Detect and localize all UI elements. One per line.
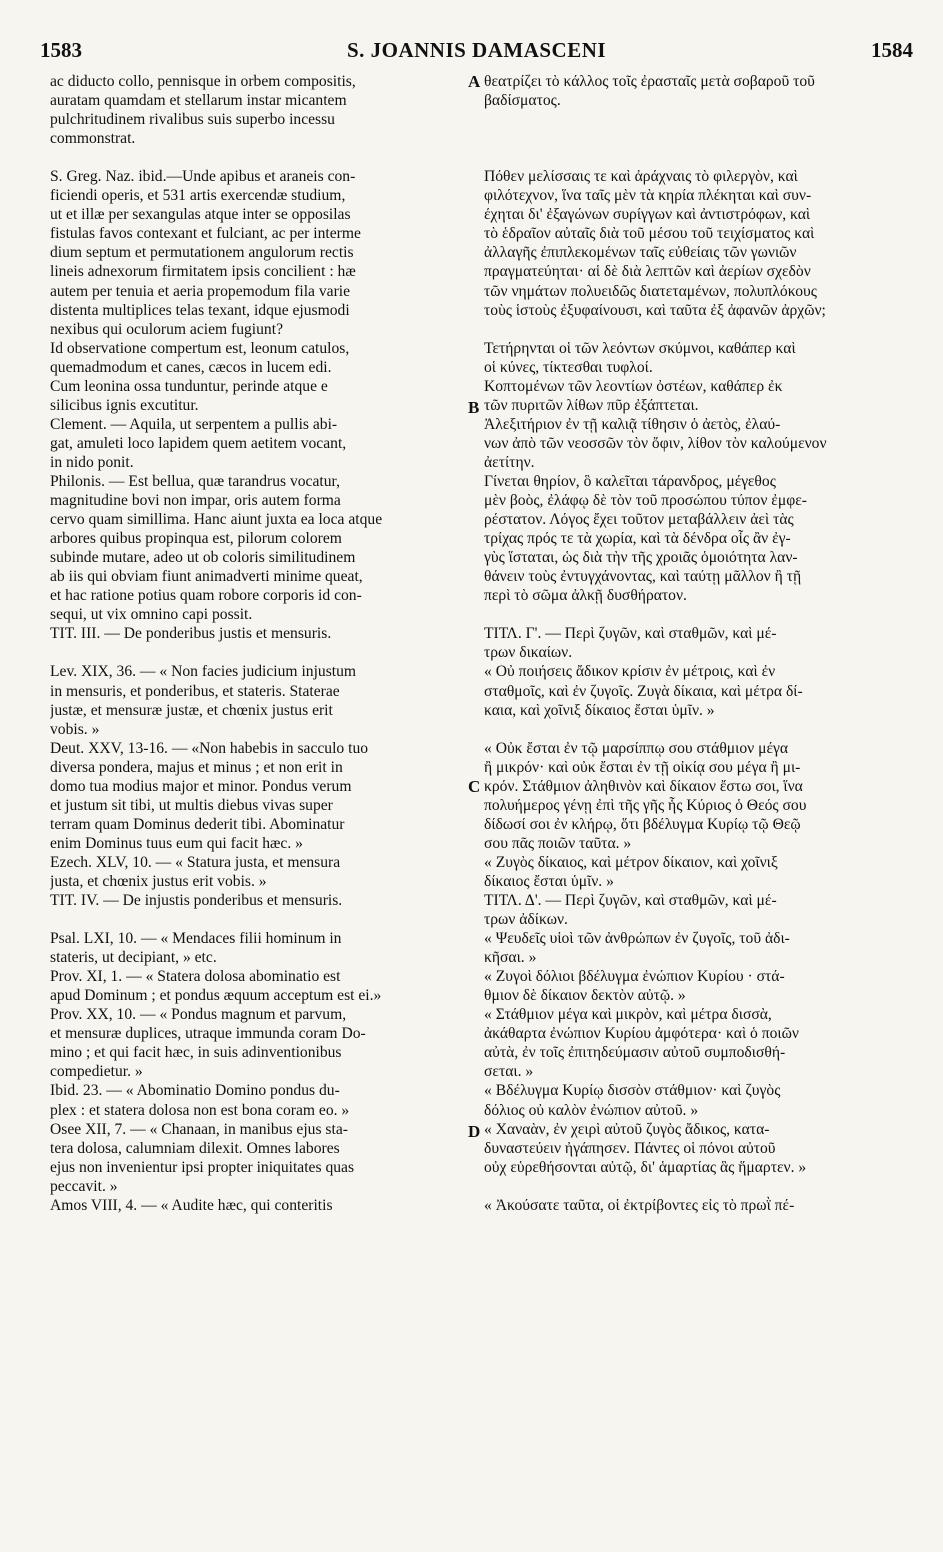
latin-text-line: diversa pondera, majus et minus ; et non erit in bbox=[50, 758, 343, 776]
latin-text-line: in mensuris, et ponderibus, et stateris. Staterae bbox=[50, 682, 340, 700]
greek-text-line bbox=[484, 148, 902, 167]
greek-text-line: Κοπτομένων τῶν λεοντίων ὀστέων, καθάπερ ἐκ bbox=[484, 377, 783, 395]
greek-text-line: « Χαναὰν, ἐν χειρὶ αὐτοῦ ζυγὸς ἄδικος, κατα- bbox=[484, 1120, 770, 1138]
greek-text-line: « Βδέλυγμα Κυρίῳ δισσὸν στάθμιον· καὶ ζυγὸς bbox=[484, 1082, 781, 1100]
running-title: S. JOANNIS DAMASCENI bbox=[346, 38, 607, 62]
greek-text-line bbox=[484, 1177, 902, 1196]
greek-text-line: ρέστατον. Λόγος ἔχει τοῦτον μεταβάλλειν ἀεὶ τὰς bbox=[484, 511, 794, 529]
latin-text-line: enim Dominus tuus eum qui facit hæc. » bbox=[50, 834, 303, 852]
page-number-right: 1584 bbox=[871, 38, 913, 62]
greek-text-line: σταθμοῖς, καὶ ἐν ζυγοῖς. Ζυγὰ δίκαια, καὶ μέτρα δί- bbox=[484, 682, 803, 700]
greek-text-line: σεται. » bbox=[484, 1063, 534, 1081]
latin-text-line: Id observatione compertum est, leonum catulos, bbox=[50, 339, 350, 357]
latin-text-line: Psal. LXI, 10. — « Mendaces filii hominum in bbox=[50, 930, 342, 948]
latin-text-line: gat, amuleti loco lapidem quem aetitem vocant, bbox=[50, 434, 347, 452]
greek-text-line: τρων ἀδίκων. bbox=[484, 911, 568, 929]
latin-text-line: TIT. III. — De ponderibus justis et mensuris. bbox=[50, 625, 332, 643]
latin-text-line: justæ, et mensuræ justæ, et chœnix justus erit bbox=[50, 701, 333, 719]
greek-text-line bbox=[484, 720, 902, 739]
greek-text-line: ἀκάθαρτα ἐνώπιον Κυρίου ἀμφότερα· καὶ ὁ ποιῶν bbox=[484, 1025, 799, 1043]
greek-text-line: περὶ τὸ σῶμα ἀλκῇ δυσθήρατον. bbox=[484, 587, 687, 605]
latin-text-line: sequi, ut vix omnino capi possit. bbox=[50, 606, 253, 624]
latin-text-line: nexibus qui oculorum aciem fugiunt? bbox=[50, 320, 283, 338]
greek-text-line: δόλιος οὐ καλὸν ἐνώπιον αὐτοῦ. » bbox=[484, 1101, 699, 1119]
latin-text-line: et mensuræ duplices, utraque immunda coram Do- bbox=[50, 1025, 366, 1043]
greek-text-line: ἀλλαγῆς ἐπιπλεκομένων ταῖς εὐθείαις τῶν γωνιῶν bbox=[484, 244, 797, 262]
latin-text-line: compedietur. » bbox=[50, 1063, 143, 1081]
greek-text-line: τὸ ἑδραῖον αὐταῖς διὰ τοῦ μέσου τοῦ τειχίσματος καὶ bbox=[484, 225, 815, 243]
greek-text-line bbox=[484, 110, 902, 129]
section-marker-b: B bbox=[468, 398, 480, 417]
greek-text-line: πολυήμερος γένῃ ἐπὶ τῆς γῆς ἧς Κύριος ὁ Θεός σου bbox=[484, 796, 807, 814]
section-marker-d: D bbox=[468, 1122, 481, 1141]
latin-text-line: dium septum et permutationem angulorum rectis bbox=[50, 244, 354, 262]
greek-text-line: οἱ κύνες, τίκτεσθαι τυφλοί. bbox=[484, 358, 653, 376]
greek-text-line: αὐτὰ, ἐν τοῖς ἐπιτηδεύμασιν αὐτοῦ συμποδισθή- bbox=[484, 1044, 786, 1062]
greek-text-line: τρων δικαίων. bbox=[484, 644, 573, 662]
greek-text-line: ἢ μικρόν· καὶ οὐκ ἔσται ἐν τῇ οἰκίᾳ σου μέγα ἢ μι- bbox=[484, 758, 801, 776]
greek-text-line: Γίνεται θηρίον, ὃ καλεῖται τάρανδρος, μέγεθος bbox=[484, 472, 776, 490]
latin-text-line: Ezech. XLV, 10. — « Statura justa, et mensura bbox=[50, 853, 341, 871]
latin-text-line: lineis adnexorum firmitatem ipsis concilient : hæ bbox=[50, 263, 356, 281]
latin-text-line: silicibus ignis excutitur. bbox=[50, 396, 199, 414]
latin-text-line: Ibid. 23. — « Abominatio Domino pondus du- bbox=[50, 1082, 340, 1100]
greek-text-line: γὺς ἵσταται, ὡς διὰ τὴν τῆς χροιᾶς ὁμοιότητα λαν- bbox=[484, 549, 798, 567]
latin-text-line bbox=[50, 643, 468, 662]
latin-text-line bbox=[50, 910, 468, 929]
latin-text-line: Amos VIII, 4. — « Audite hæc, qui conteritis bbox=[50, 1196, 333, 1214]
greek-text-line: φιλότεχνον, ἵνα ταῖς μὲν τὰ κηρία πλέκηται καὶ συν- bbox=[484, 187, 812, 205]
greek-text-line: πραγματεύηται· αἱ δὲ διὰ λεπτῶν καὶ ἀερίων σχεδὸν bbox=[484, 263, 811, 281]
latin-text-line: justa, et chœnix justus erit vobis. » bbox=[50, 872, 267, 890]
latin-text-line: Philonis. — Est bellua, quæ tarandrus vocatur, bbox=[50, 472, 340, 490]
latin-text-line: ac diducto collo, pennisque in orbem compositis, bbox=[50, 73, 356, 90]
greek-text-line: οὐχ εὑρεθήσονται αὐτῷ, δι' ἁμαρτίας ἃς ἥμαρτεν. » bbox=[484, 1158, 807, 1176]
greek-text-line: θεατρίζει τὸ κάλλος τοῖς ἐρασταῖς μετὰ σοβαροῦ τοῦ bbox=[484, 73, 815, 90]
running-header bbox=[40, 38, 913, 68]
greek-text-line bbox=[484, 129, 902, 148]
greek-text-line: « Οὐκ ἔσται ἐν τῷ μαρσίππῳ σου στάθμιον μέγα bbox=[484, 739, 789, 757]
latin-text-line: cervo quam simillima. Hanc aiunt juxta ea loca atque bbox=[50, 511, 383, 529]
latin-text-line: Prov. XI, 1. — « Statera dolosa abominatio est bbox=[50, 968, 341, 986]
greek-text-line: τρίχας πρός τε τὰ χωρία, καὶ τὰ δένδρα οἷς ἂν ἐγ- bbox=[484, 530, 791, 548]
greek-text-line: « Ἀκούσατε ταῦτα, οἱ ἐκτρίβοντες εἰς τὸ πρωῒ πέ- bbox=[484, 1196, 795, 1214]
greek-column bbox=[484, 72, 902, 1215]
greek-text-line bbox=[484, 320, 902, 339]
latin-text-line: in nido ponit. bbox=[50, 453, 134, 471]
section-marker-a: A bbox=[468, 72, 481, 91]
latin-text-line: Prov. XX, 10. — « Pondus magnum et parvum, bbox=[50, 1006, 347, 1024]
latin-text-line: et justum sit tibi, ut multis diebus vivas super bbox=[50, 796, 333, 814]
greek-text-line: νων ἀπὸ τῶν νεοσσῶν τὸν ὄφιν, λίθον τὸν καλούμενον bbox=[484, 434, 827, 452]
page-number-left: 1583 bbox=[40, 38, 82, 62]
latin-column bbox=[50, 72, 468, 1215]
latin-text-line: tera dolosa, calumniam dilexit. Omnes labores bbox=[50, 1139, 340, 1157]
latin-text-line: Deut. XXV, 13-16. — «Non habebis in sacculo tuo bbox=[50, 739, 369, 757]
latin-text-line: distenta multiplices telas texant, idque ejusmodi bbox=[50, 301, 350, 319]
greek-text-line: Τετήρηνται οἱ τῶν λεόντων σκύμνοι, καθάπερ καὶ bbox=[484, 339, 796, 357]
greek-text-line: ΤΙΤΛ. Δ'. — Περὶ ζυγῶν, καὶ σταθμῶν, καὶ μέ- bbox=[484, 892, 777, 910]
greek-text-line: κρόν. Στάθμιον ἀληθινὸν καὶ δίκαιον ἔστω σοι, ἵνα bbox=[484, 777, 803, 795]
greek-text-line: θμιον δὲ δίκαιον δεκτὸν αὐτῷ. » bbox=[484, 987, 686, 1005]
greek-text-line: μὲν βοὸς, ἐλάφῳ δὲ τὸν τοῦ προσώπου τύπον ἐμφε- bbox=[484, 492, 807, 510]
latin-text-line: Clement. — Aquila, ut serpentem a pullis abi- bbox=[50, 415, 338, 433]
latin-text-line: S. Greg. Naz. ibid.—Unde apibus et araneis con- bbox=[50, 168, 356, 186]
latin-text-line: magnitudine bovi non impar, oris autem forma bbox=[50, 492, 341, 510]
latin-text-line: arbores quibus propinqua est, pilorum colorem bbox=[50, 530, 342, 548]
greek-text-line: « Ζυγὸς δίκαιος, καὶ μέτρον δίκαιον, καὶ χοῖνιξ bbox=[484, 853, 778, 871]
greek-text-line: σου πᾶς ποιῶν ταῦτα. » bbox=[484, 834, 632, 852]
latin-text-line: mino ; et qui facit hæc, in suis adinventionibus bbox=[50, 1044, 342, 1062]
greek-text-line: καια, καὶ χοῖνιξ δίκαιος ἔσται ὑμῖν. » bbox=[484, 701, 715, 719]
latin-text-line: domo tua modius major et minor. Pondus verum bbox=[50, 777, 352, 795]
latin-text-line: ut et illæ per sexangulas atque inter se opposilas bbox=[50, 206, 351, 224]
greek-text-line: ΤΙΤΛ. Γ'. — Περὶ ζυγῶν, καὶ σταθμῶν, καὶ μέ- bbox=[484, 625, 777, 643]
greek-text-line: τῶν πυριτῶν λίθων πῦρ ἐξάπτεται. bbox=[484, 396, 699, 414]
latin-text-line: Lev. XIX, 36. — « Non facies judicium injustum bbox=[50, 663, 357, 681]
greek-text-line: κῆσαι. » bbox=[484, 949, 537, 967]
greek-text-line: Ἀλεξιτήριον ἐν τῇ καλιᾷ τίθησιν ὁ ἀετὸς, ἐλαύ- bbox=[484, 415, 781, 433]
greek-text-line: θάνειν τοὺς ἐντυγχάνοντας, καὶ ταύτῃ μᾶλλον ἢ τῇ bbox=[484, 568, 802, 586]
greek-text-line: ἀετίτην. bbox=[484, 453, 535, 471]
greek-text-line: « Ζυγοὶ δόλιοι βδέλυγμα ἐνώπιον Κυρίου · στά- bbox=[484, 968, 785, 986]
greek-text-line: τῶν νημάτων πολυειδῶς διατεταμένων, πολυπλόκους bbox=[484, 282, 817, 300]
greek-text-line: δυναστεύειν ἠγάπησεν. Πάντες οἱ πόνοι αὐτοῦ bbox=[484, 1139, 776, 1157]
greek-text-line: « Στάθμιον μέγα καὶ μικρὸν, καὶ μέτρα δισσὰ, bbox=[484, 1006, 772, 1024]
latin-text-line bbox=[50, 148, 468, 167]
latin-text-line: Osee XII, 7. — « Chanaan, in manibus ejus sta- bbox=[50, 1120, 348, 1138]
greek-text-line: « Ψευδεῖς υἱοὶ τῶν ἀνθρώπων ἐν ζυγοῖς, τοῦ ἀδι- bbox=[484, 930, 790, 948]
greek-text-line: έχηται δι' ἐξαγώνων συρίγγων καὶ ἀντιστρόφων, καὶ bbox=[484, 206, 811, 224]
greek-text-line: βαδίσματος. bbox=[484, 92, 561, 110]
latin-text-line: vobis. » bbox=[50, 720, 100, 738]
greek-text-line: Πόθεν μελίσσαις τε καὶ ἀράχναις τὸ φιλεργὸν, καὶ bbox=[484, 168, 798, 186]
latin-text-line: quemadmodum et canes, cæcos in lucem edi. bbox=[50, 358, 332, 376]
greek-text-line: δίδωσί σοι ἐν κλήρῳ, ὅτι βδέλυγμα Κυρίῳ τῷ Θεῷ bbox=[484, 815, 801, 833]
latin-text-line: stateris, ut decipiant, » etc. bbox=[50, 949, 217, 967]
latin-text-line: commonstrat. bbox=[50, 130, 136, 148]
latin-text-line: autem per tenuia et aeria propemodum fila varie bbox=[50, 282, 351, 300]
greek-text-line: δίκαιος ἔσται ὑμῖν. » bbox=[484, 872, 614, 890]
latin-text-line: terram quam Dominus dederit tibi. Abominatur bbox=[50, 815, 345, 833]
latin-text-line: ejus non invenientur ipsi propter iniquitates quas bbox=[50, 1158, 355, 1176]
latin-text-line: TIT. IV. — De injustis ponderibus et mensuris. bbox=[50, 892, 343, 910]
latin-text-line: apud Dominum ; et pondus æquum acceptum est ei.» bbox=[50, 987, 382, 1005]
latin-text-line: subinde mutare, adeo ut ob coloris similitudinem bbox=[50, 549, 356, 567]
greek-text-line: « Οὐ ποιήσεις ἄδικον κρίσιν ἐν μέτροις, καὶ ἐν bbox=[484, 663, 776, 681]
greek-text-line: τοὺς ἱστοὺς ἐξυφαίνουσι, καὶ ταῦτα ἐξ ἀφανῶν ἀρχῶν; bbox=[484, 301, 826, 319]
latin-text-line: Cum leonina ossa tunduntur, perinde atque e bbox=[50, 377, 328, 395]
latin-text-line: pulchritudinem rivalibus suis superbo incessu bbox=[50, 111, 335, 129]
latin-text-line: peccavit. » bbox=[50, 1177, 118, 1195]
section-marker-c: C bbox=[468, 777, 481, 796]
greek-text-line bbox=[484, 605, 902, 624]
latin-text-line: ficiendi operis, et 531 artis exercendæ studium, bbox=[50, 187, 346, 205]
latin-text-line: ab iis qui obviam fiunt animadverti minime queat, bbox=[50, 568, 363, 586]
latin-text-line: fistulas favos contexant et fulciant, ac per interme bbox=[50, 225, 361, 243]
latin-text-line: et hac ratione potius quam robore corporis id con- bbox=[50, 587, 362, 605]
latin-text-line: plex : et statera dolosa non est bona coram eo. » bbox=[50, 1101, 350, 1119]
latin-text-line: auratam quamdam et stellarum instar micantem bbox=[50, 92, 347, 110]
